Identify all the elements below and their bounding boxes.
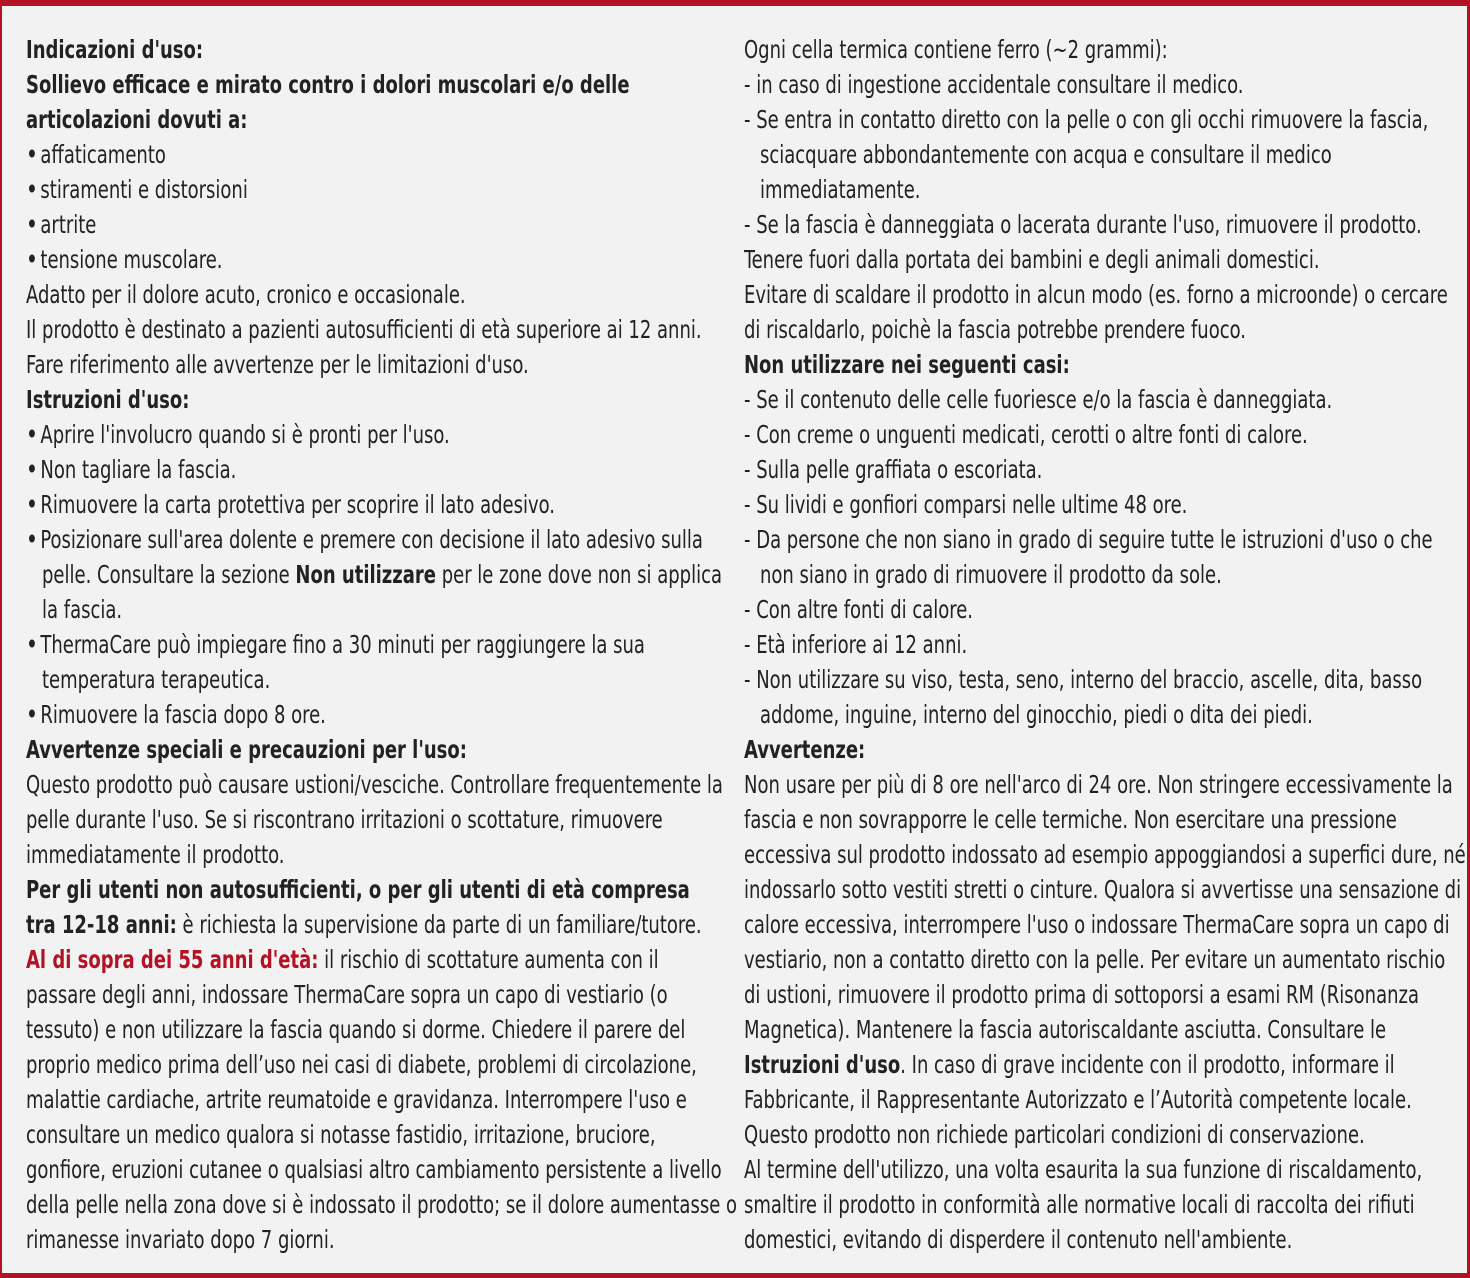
over-55-line (26, 942, 730, 977)
over-55-label: Al di sopra dei 55 anni d'età: (26, 945, 319, 974)
body-text: vestiario, non a contatto diretto con la pelle. Per evitare un aumentato rischio (744, 945, 1446, 974)
avvertenze-heading: Avvertenze: (744, 735, 866, 764)
body-text: passare degli anni, indossare ThermaCare sopra un capo di vestiario (o (26, 980, 668, 1009)
age-range-label: tra 12-18 anni: (26, 910, 177, 939)
contraindication-item: - Se il contenuto delle celle fuoriesce e/o la fascia è danneggiata. (744, 385, 1333, 414)
body-text: immediatamente il prodotto. (26, 840, 285, 869)
contraindication-item: - Su lividi e gonfiori comparsi nelle ultime 48 ore. (744, 490, 1188, 519)
body-text: consultare un medico qualora si notasse fastidio, irritazione, bruciore, (26, 1120, 656, 1149)
istruzioni-item: • Aprire l'involucro quando si è pronti per l'uso. (26, 417, 730, 452)
body-text: Questo prodotto non richiede particolari condizioni di conservazione. (744, 1120, 1365, 1149)
body-text: Ogni cella termica contiene ferro (~2 grammi): (744, 35, 1168, 64)
contraindication-item-cont: non siano in grado di rimuovere il prodotto da sole. (760, 560, 1222, 589)
avvertenze-speciali-heading: Avvertenze speciali e precauzioni per l'uso: (26, 735, 467, 764)
body-text: Questo prodotto può causare ustioni/vesciche. Controllare frequentemente la (26, 770, 723, 799)
utenti-line (26, 907, 730, 942)
contraindication-item: - Età inferiore ai 12 anni. (744, 630, 968, 659)
warning-item: - Se entra in contatto diretto con la pelle o con gli occhi rimuovere la fascia, (744, 105, 1429, 134)
body-text: Tenere fuori dalla portata dei bambini e degli animali domestici. (744, 245, 1320, 274)
body-text: pelle durante l'uso. Se si riscontrano irritazioni o scottature, rimuovere (26, 805, 663, 834)
indicazioni-subheading: articolazioni dovuti a: (26, 105, 248, 134)
body-text: eccessiva sul prodotto indossato ad esempio appoggiandosi a superfici dure, né (744, 840, 1466, 869)
body-text: calore eccessiva, interrompere l'uso o indossare ThermaCare sopra un capo di (744, 910, 1450, 939)
non-utilizzare-heading: Non utilizzare nei seguenti casi: (744, 350, 1070, 379)
indicazioni-subheading: Sollievo efficace e mirato contro i dolori muscolari e/o delle (26, 70, 630, 99)
istruzioni-item: • ThermaCare può impiegare fino a 30 minuti per raggiungere la sua (26, 627, 730, 662)
text-span: pelle. Consultare la sezione (42, 560, 296, 589)
contraindication-item: - Non utilizzare su viso, testa, seno, interno del braccio, ascelle, dita, basso (744, 665, 1423, 694)
body-text: proprio medico prima dell’uso nei casi di diabete, problemi di circolazione, (26, 1050, 697, 1079)
utenti-heading: Per gli utenti non autosufficienti, o per gli utenti di età compresa (26, 875, 690, 904)
contraindication-item: - Con creme o unguenti medicati, cerotti o altre fonti di calore. (744, 420, 1308, 449)
body-text: malattie cardiache, artrite reumatoide e gravidanza. Interrompere l'uso e (26, 1085, 687, 1114)
body-text: Al termine dell'utilizzo, una volta esaurita la sua funzione di riscaldamento, (744, 1155, 1423, 1184)
contraindication-item: - Con altre fonti di calore. (744, 595, 974, 624)
text-span: il rischio di scottature aumenta con il (318, 945, 659, 974)
indicazioni-item: • stiramenti e distorsioni (26, 172, 730, 207)
istruzioni-item: • Non tagliare la fascia. (26, 452, 730, 487)
left-column (26, 32, 737, 1257)
istruzioni-item-cont: temperatura terapeutica. (42, 665, 271, 694)
text-span: è richiesta la supervisione da parte di un familiare/tutore. (176, 910, 702, 939)
indicazioni-item: • tensione muscolare. (26, 242, 730, 277)
body-text: Fabbricante, il Rappresentante Autorizzato e l’Autorità competente locale. (744, 1085, 1412, 1114)
warning-item: - Se la fascia è danneggiata o lacerata durante l'uso, rimuovere il prodotto. (744, 210, 1422, 239)
body-text: Magnetica). Mantenere la fascia autoriscaldante asciutta. Consultare le (744, 1015, 1387, 1044)
indicazioni-heading: Indicazioni d'uso: (26, 35, 204, 64)
istruzioni-ref-line (744, 1047, 1470, 1082)
istruzioni-item-cont (26, 557, 730, 592)
body-text: Fare riferimento alle avvertenze per le limitazioni d'uso. (26, 350, 529, 379)
warning-item-cont: immediatamente. (760, 175, 921, 204)
body-text: Adatto per il dolore acuto, cronico e occasionale. (26, 280, 466, 309)
indicazioni-item: • artrite (26, 207, 730, 242)
indicazioni-item: • affaticamento (26, 137, 730, 172)
body-text: tessuto) e non utilizzare la fascia quando si dorme. Chiedere il parere del (26, 1015, 686, 1044)
istruzioni-heading: Istruzioni d'uso: (26, 385, 190, 414)
body-text: rimanesse invariato dopo 7 giorni. (26, 1225, 335, 1254)
right-column (744, 32, 1470, 1257)
body-text: di ustioni, rimuovere il prodotto prima di sottoporsi a esami RM (Risonanza (744, 980, 1419, 1009)
istruzioni-item-cont: la fascia. (42, 595, 123, 624)
body-text: gonfiore, eruzioni cutanee o qualsiasi altro cambiamento persistente a livello (26, 1155, 722, 1184)
istruzioni-item: • Posizionare sull'area dolente e premere con decisione il lato adesivo sulla (26, 522, 730, 557)
warning-item-cont: sciacquare abbondantemente con acqua e consultare il medico (760, 140, 1332, 169)
body-text: Il prodotto è destinato a pazienti autosufficienti di età superiore ai 12 anni. (26, 315, 702, 344)
contraindication-item-cont: addome, inguine, interno del ginocchio, piedi o dita dei piedi. (760, 700, 1313, 729)
istruzioni-ref: Istruzioni d'uso (744, 1050, 901, 1079)
warning-item: - in caso di ingestione accidentale consultare il medico. (744, 70, 1244, 99)
body-text: Non usare per più di 8 ore nell'arco di 24 ore. Non stringere eccessivamente la (744, 770, 1453, 799)
body-text: domestici, evitando di disperdere il contenuto nell'ambiente. (744, 1225, 1293, 1254)
body-text: Evitare di scaldare il prodotto in alcun modo (es. forno a microonde) o cercare (744, 280, 1448, 309)
body-text: della pelle nella zona dove si è indossato il prodotto; se il dolore aumentasse o (26, 1190, 737, 1219)
text-span: . In caso di grave incidente con il prodotto, informare il (900, 1050, 1395, 1079)
body-text: smaltire il prodotto in conformità alle normative locali di raccolta dei rifiuti (744, 1190, 1415, 1219)
istruzioni-item: • Rimuovere la carta protettiva per scoprire il lato adesivo. (26, 487, 730, 522)
istruzioni-item: • Rimuovere la fascia dopo 8 ore. (26, 697, 730, 732)
contraindication-item: - Sulla pelle graffiata o escoriata. (744, 455, 1043, 484)
text-span: per le zone dove non si applica (435, 560, 723, 589)
contraindication-item: - Da persone che non siano in grado di seguire tutte le istruzioni d'uso o che (744, 525, 1433, 554)
body-text: indossarlo sotto vestiti stretti o cinture. Qualora si avvertisse una sensazione di (744, 875, 1462, 904)
non-utilizzare-ref: Non utilizzare (295, 560, 436, 589)
body-text: di riscaldarlo, poichè la fascia potrebbe prendere fuoco. (744, 315, 1246, 344)
body-text: fascia e non sovrapporre le celle termiche. Non esercitare una pressione (744, 805, 1397, 834)
